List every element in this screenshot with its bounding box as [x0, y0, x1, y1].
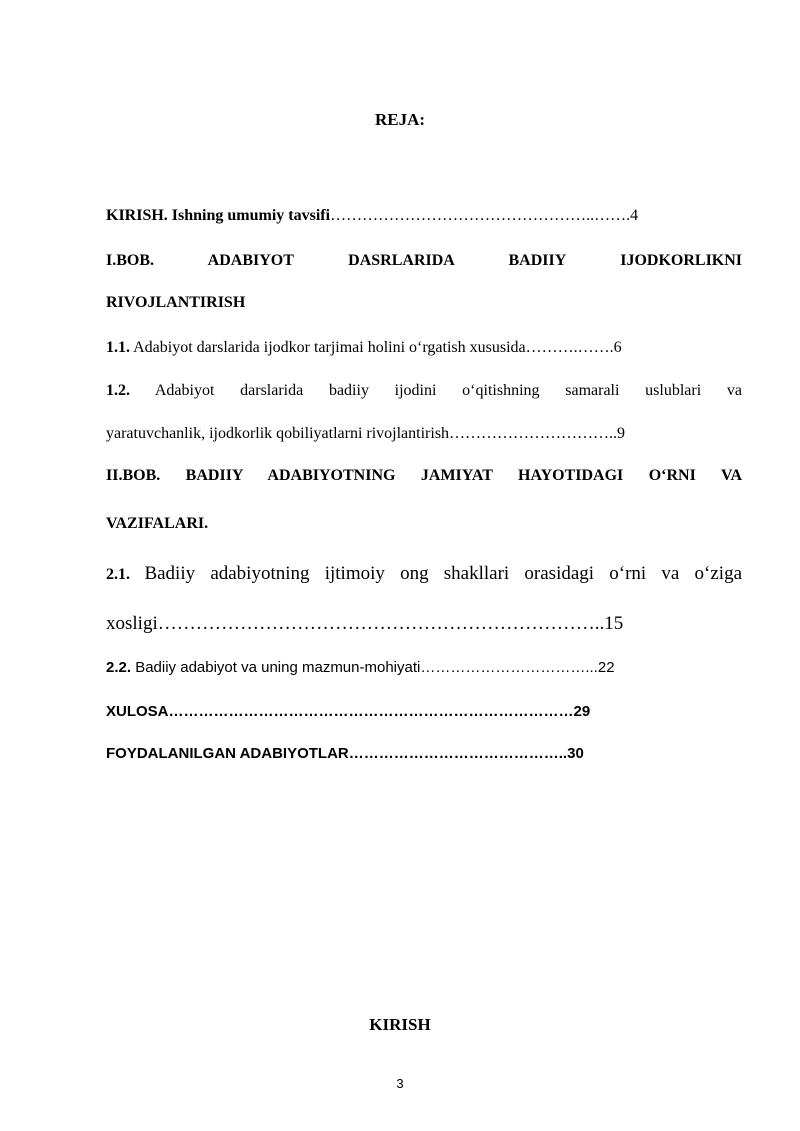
toc-entry-kirish-leader: …………………………………………..…….4 — [330, 207, 639, 224]
toc-text: Badiiy adabiyotning ijtimoiy ong shakllari orasidagi o‘rni va o‘ziga — [144, 563, 742, 584]
toc-number: 2.1. — [106, 566, 130, 583]
toc-entry-1-1[interactable] — [106, 339, 742, 357]
toc-word: IJODKORLIKNI — [620, 252, 743, 269]
toc-word: ADABIYOT — [207, 252, 294, 269]
toc-word: DASRLARIDA — [348, 252, 454, 269]
section-heading-kirish: KIRISH — [369, 1015, 431, 1034]
toc-entry-bob1-line2: RIVOJLANTIRISH — [106, 294, 246, 311]
toc-entry-1-2[interactable] — [106, 382, 742, 400]
toc-word: BADIIY — [508, 252, 566, 269]
toc-text: Adabiyot darslarida badiiy ijodini o‘qitishning samarali uslublari va — [154, 382, 742, 399]
toc-entry-kirish-title: KIRISH. Ishning umumiy tavsifi — [106, 207, 331, 224]
toc-entry-2-1[interactable] — [106, 563, 742, 585]
toc-entry-bob2-line2: VAZIFALARI. — [106, 515, 209, 532]
toc-entry-foydalanilgan[interactable]: FOYDALANILGAN ADABIYOTLAR……………………………………..30 — [106, 745, 584, 762]
toc-word: I.BOB. — [106, 252, 155, 269]
toc-number: 1.1. — [106, 339, 130, 356]
page-number: 3 — [396, 1076, 404, 1091]
toc-text: Badiiy adabiyot va uning mazmun-mohiyati……………………………...22 — [131, 659, 615, 676]
toc-entry-bob2[interactable]: II.BOB. BADIIY ADABIYOTNING JAMIYAT HAYOTIDAGI O‘RNI VA — [106, 467, 742, 484]
toc-entry-1-2-line2: yaratuvchanlik, ijodkorlik qobiliyatlarni rivojlantirish…………………………..9 — [106, 425, 626, 442]
toc-entry-xulosa[interactable]: XULOSA………………………………………………………………………29 — [106, 703, 591, 720]
toc-entry-2-1-line2: xosligi……………………………………………………………..15 — [106, 613, 624, 634]
toc-entry-bob1[interactable] — [106, 252, 742, 270]
toc-text: Adabiyot darslarida ijodkor tarjimai holini o‘rgatish xususida……….…….6 — [130, 339, 622, 356]
page-title: REJA: — [374, 110, 426, 129]
toc-entry-kirish[interactable] — [106, 207, 742, 225]
toc-entry-2-2[interactable] — [106, 659, 742, 677]
toc-number: 1.2. — [106, 382, 130, 399]
toc-number: 2.2. — [106, 659, 132, 676]
